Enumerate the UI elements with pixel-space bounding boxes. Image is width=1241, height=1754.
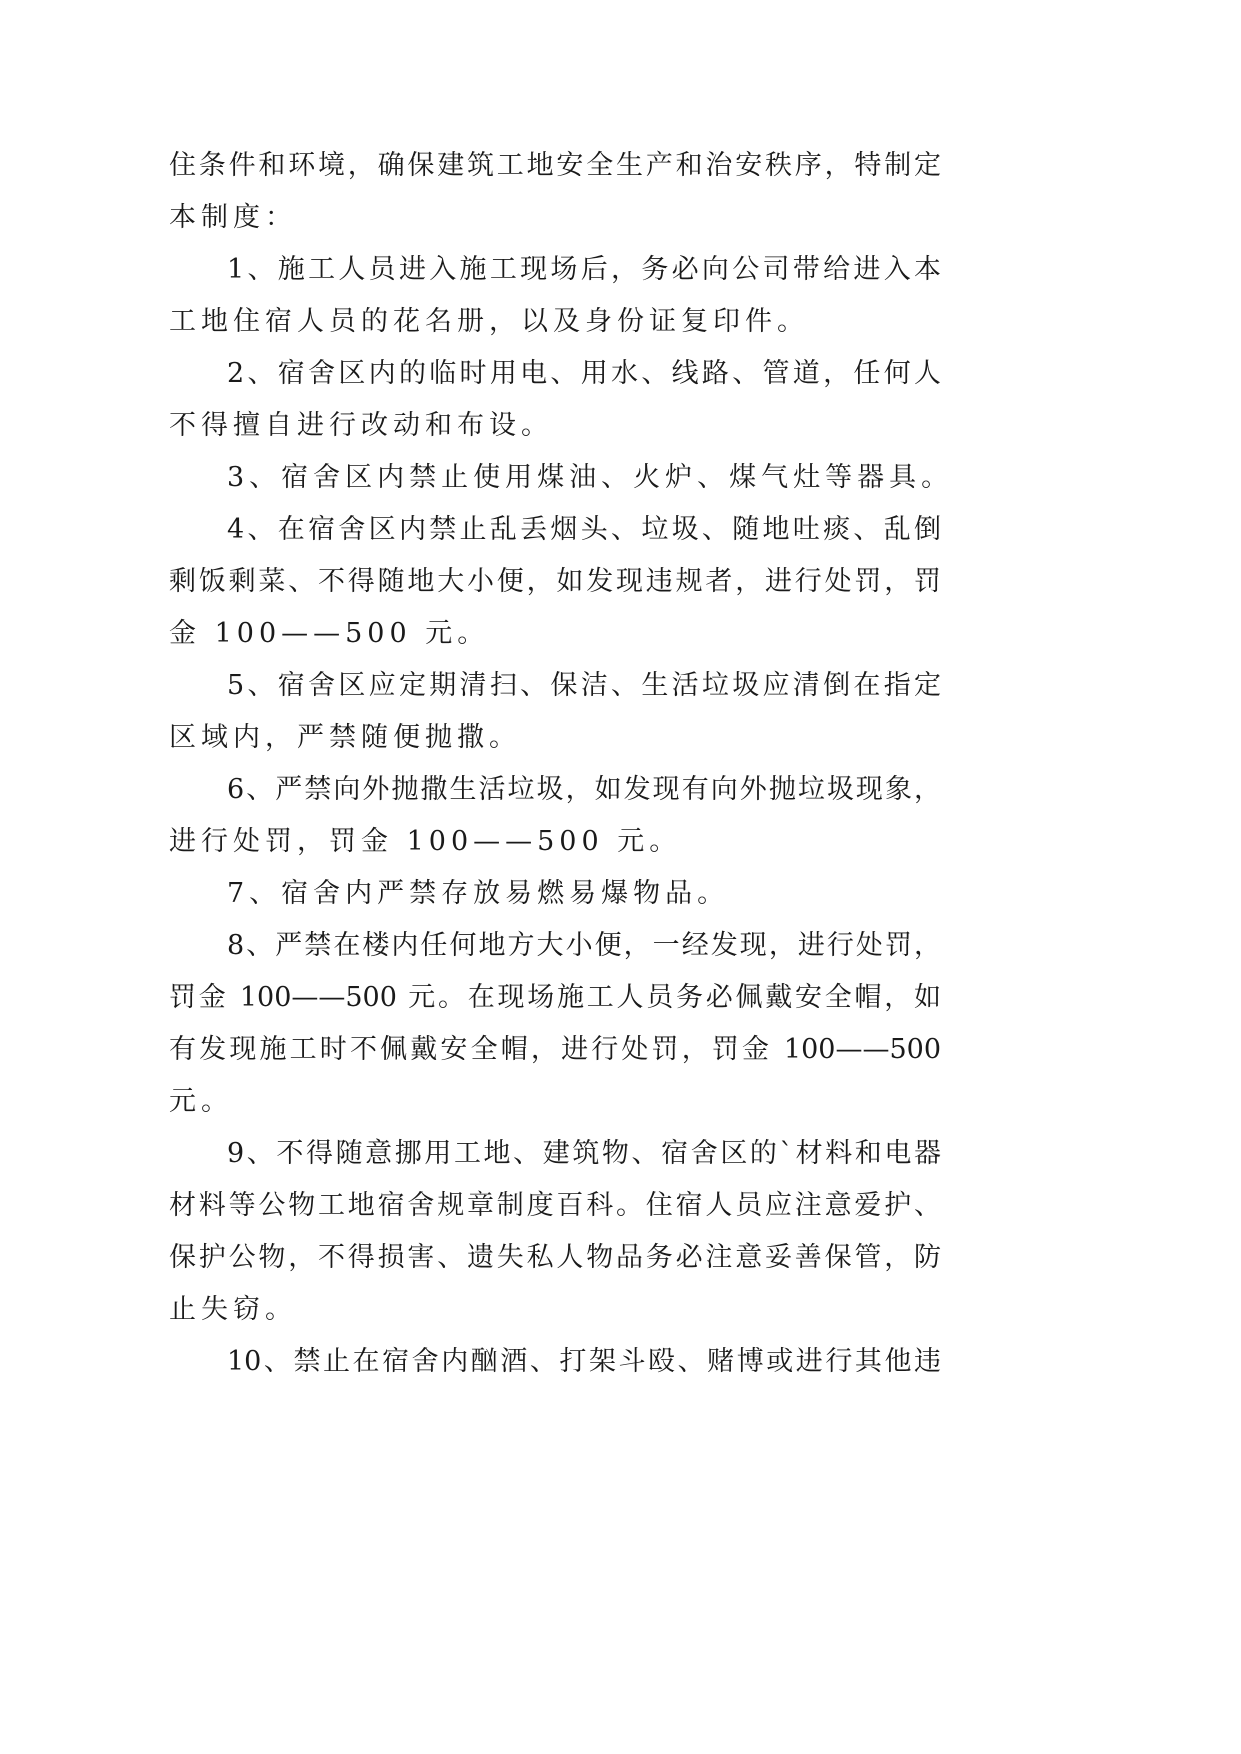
text-line: 罚金 100——500 元。在现场施工人员务必佩戴安全帽，如 (169, 982, 941, 1013)
text-line: 8、严禁在楼内任何地方大小便，一经发现，进行处罚， (227, 930, 941, 961)
text-line: 止失窃。 (169, 1294, 297, 1325)
text-line: 材料等公物工地宿舍规章制度百科。住宿人员应注意爱护、 (169, 1190, 941, 1221)
text-line: 6、严禁向外抛撒生活垃圾，如发现有向外抛垃圾现象， (227, 774, 941, 805)
text-line: 10、禁止在宿舍内酗酒、打架斗殴、赌博或进行其他违 (227, 1346, 941, 1377)
text-line: 元。 (169, 1086, 233, 1117)
text-line: 9、不得随意挪用工地、建筑物、宿舍区的`材料和电器 (227, 1138, 941, 1169)
text-line: 2、宿舍区内的临时用电、用水、线路、管道，任何人 (227, 358, 941, 389)
text-line: 金 100——500 元。 (169, 618, 490, 649)
text-line: 不得擅自进行改动和布设。 (169, 410, 553, 441)
text-line: 5、宿舍区应定期清扫、保洁、生活垃圾应清倒在指定 (227, 670, 941, 701)
text-line: 住条件和环境，确保建筑工地安全生产和治安秩序，特制定 (169, 150, 941, 181)
text-line: 进行处罚，罚金 100——500 元。 (169, 826, 682, 857)
text-line: 7、宿舍内严禁存放易燃易爆物品。 (227, 878, 730, 909)
text-line: 有发现施工时不佩戴安全帽，进行处罚，罚金 100——500 (169, 1034, 941, 1065)
text-line: 1、施工人员进入施工现场后，务必向公司带给进入本 (227, 254, 941, 285)
text-line: 剩饭剩菜、不得随地大小便，如发现违规者，进行处罚，罚 (169, 566, 941, 597)
text-line: 区域内，严禁随便抛撒。 (169, 722, 521, 753)
text-line: 4、在宿舍区内禁止乱丢烟头、垃圾、随地吐痰、乱倒 (227, 514, 941, 545)
text-line: 3、宿舍区内禁止使用煤油、火炉、煤气灶等器具。 (227, 462, 954, 493)
document-body (169, 140, 954, 1388)
text-line: 本制度： (169, 202, 297, 233)
text-line: 工地住宿人员的花名册，以及身份证复印件。 (169, 306, 809, 337)
text-line: 保护公物，不得损害、遗失私人物品务必注意妥善保管，防 (169, 1242, 941, 1273)
